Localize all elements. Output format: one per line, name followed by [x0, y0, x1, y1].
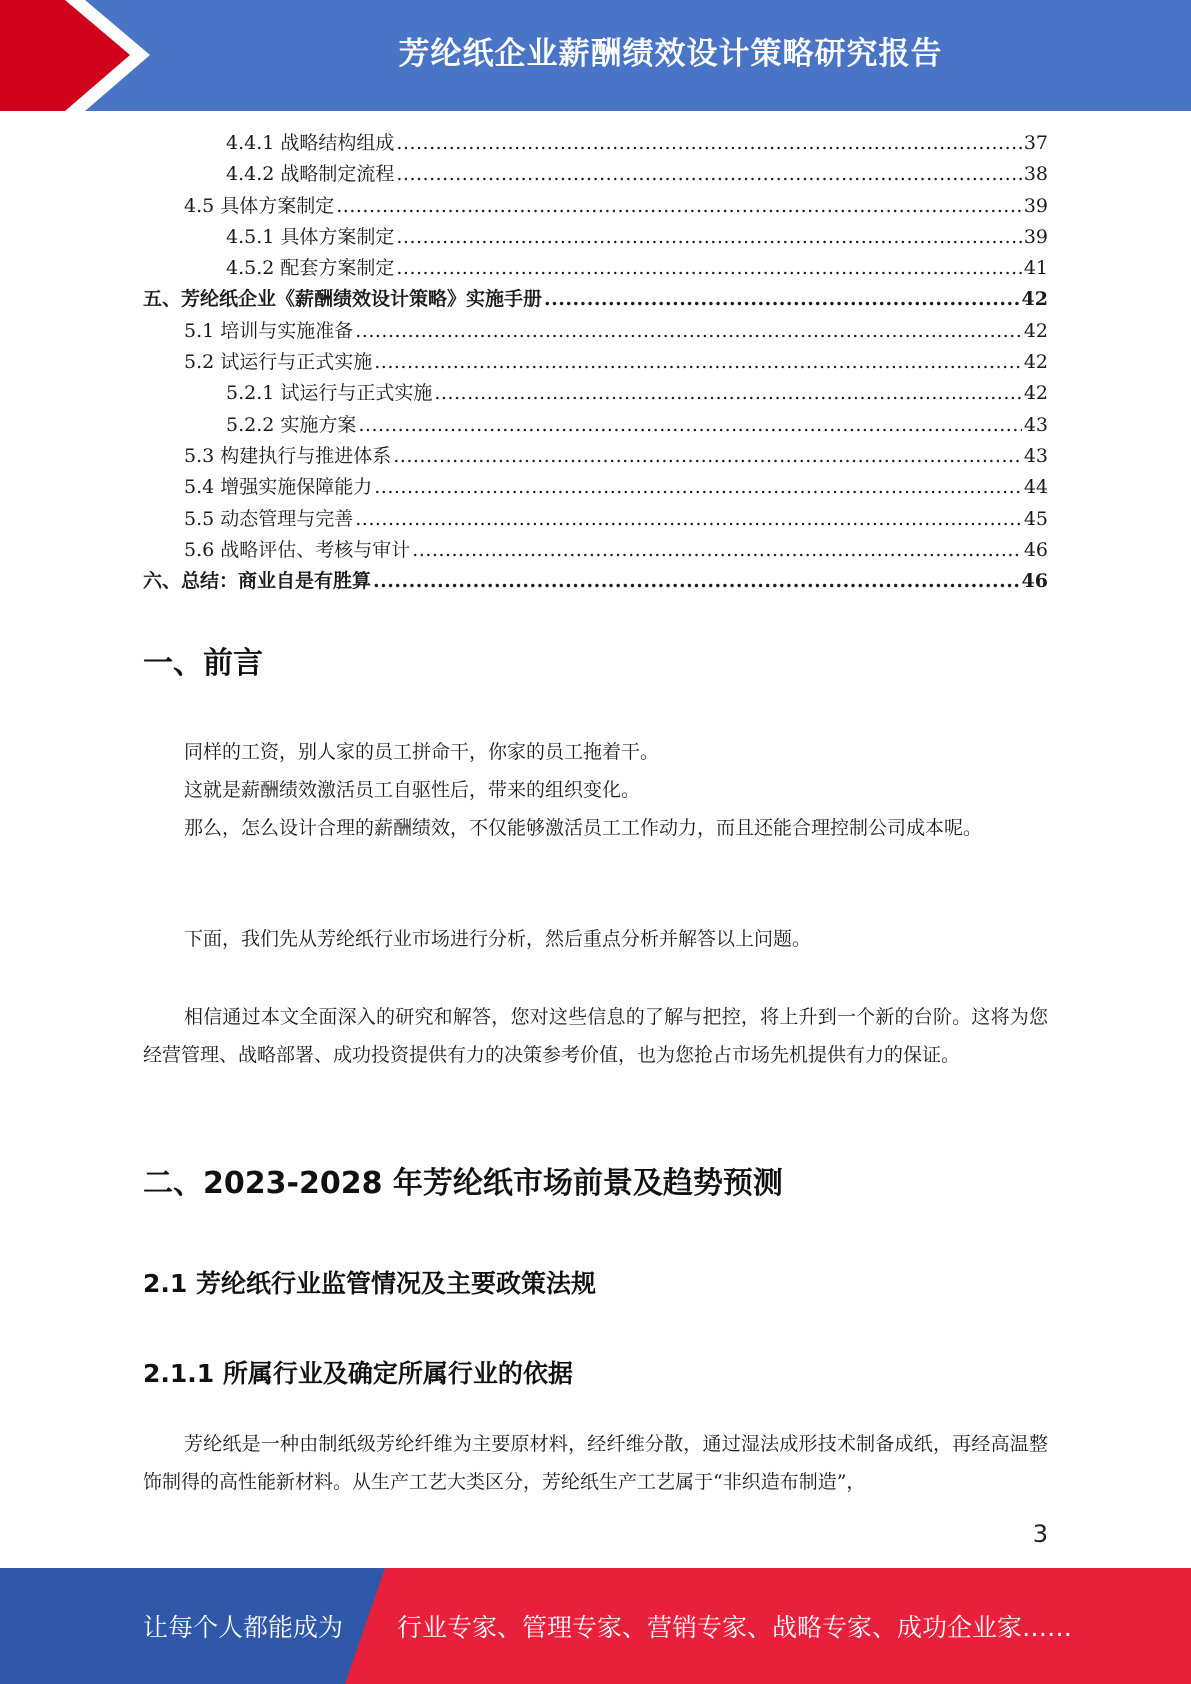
toc-entry-page: 41: [1023, 257, 1048, 280]
toc-entry-page: 42: [1023, 319, 1048, 342]
paragraph: 相信通过本文全面深入的研究和解答，您对这些信息的了解与把控，将上升到一个新的台阶。这将为您经营管理、战略部署、成功投资提供有力的决策参考价值，也为您抢占市场先机提供有力的保证。: [143, 1006, 1048, 1066]
toc-entry[interactable]: [143, 253, 1048, 284]
toc-entry[interactable]: [143, 472, 1048, 503]
toc-dot-leader: [358, 410, 1021, 441]
toc-entry[interactable]: [143, 504, 1048, 535]
toc-entry-page: 38: [1023, 163, 1048, 186]
table-of-contents: [143, 128, 1048, 597]
toc-entry[interactable]: [143, 441, 1048, 472]
section-heading-preface: 一、前言: [143, 646, 263, 681]
toc-entry-page: 42: [1023, 351, 1048, 374]
toc-entry-page: 42: [1021, 288, 1048, 311]
toc-entry-title: 5.2.1 试运行与正式实施: [226, 382, 433, 405]
toc-entry-title: 5.5 动态管理与完善: [184, 507, 354, 530]
toc-entry-page: 44: [1023, 476, 1048, 499]
toc-dot-leader: [355, 504, 1022, 535]
toc-entry-title: 六、总结：商业自是有胜算: [143, 570, 372, 593]
toc-dot-leader: [374, 347, 1022, 378]
header-title: 芳纶纸企业薪酬绩效设计策略研究报告: [398, 35, 943, 72]
toc-entry-page: 46: [1021, 570, 1048, 593]
toc-entry-title: 4.5.2 配套方案制定: [226, 257, 395, 280]
toc-entry-page: 45: [1023, 507, 1048, 530]
toc-dot-leader: [373, 566, 1020, 597]
toc-entry[interactable]: [143, 222, 1048, 253]
toc-entry-title: 5.2 试运行与正式实施: [184, 351, 373, 374]
paragraph: 那么，怎么设计合理的薪酬绩效，不仅能够激活员工工作动力，而且还能合理控制公司成本呢。: [184, 817, 983, 839]
toc-entry[interactable]: [143, 566, 1048, 597]
toc-entry-page: 39: [1023, 225, 1048, 248]
toc-dot-leader: [336, 191, 1022, 222]
toc-entry-title: 5.6 战略评估、考核与审计: [184, 538, 411, 561]
toc-dot-leader: [396, 159, 1021, 190]
toc-dot-leader: [355, 316, 1022, 347]
paragraph: 同样的工资，别人家的员工拼命干，你家的员工拖着干。: [184, 741, 660, 763]
toc-entry-page: 43: [1023, 444, 1048, 467]
toc-entry[interactable]: [143, 378, 1048, 409]
toc-entry-page: 39: [1023, 194, 1048, 217]
toc-dot-leader: [374, 472, 1022, 503]
toc-entry[interactable]: [143, 347, 1048, 378]
toc-entry-title: 5.1 培训与实施准备: [184, 319, 354, 342]
page-header: [0, 0, 1191, 111]
toc-entry[interactable]: [143, 410, 1048, 441]
subsection-heading: 2.1 芳纶纸行业监管情况及主要政策法规: [143, 1269, 596, 1298]
toc-entry[interactable]: [143, 284, 1048, 315]
subsubsection-heading: 2.1.1 所属行业及确定所属行业的依据: [143, 1359, 573, 1388]
toc-entry-title: 4.5.1 具体方案制定: [226, 225, 395, 248]
toc-entry-title: 5.3 构建执行与推进体系: [184, 444, 392, 467]
footer-slogan-right: 行业专家、管理专家、营销专家、战略专家、成功企业家……: [397, 1613, 1073, 1642]
toc-entry[interactable]: [143, 191, 1048, 222]
toc-dot-leader: [396, 128, 1021, 159]
page-number: 3: [1032, 1520, 1048, 1548]
toc-dot-leader: [393, 441, 1022, 472]
toc-entry[interactable]: [143, 316, 1048, 347]
toc-dot-leader: [544, 284, 1020, 315]
toc-dot-leader: [396, 253, 1021, 284]
toc-entry-title: 4.5 具体方案制定: [184, 194, 335, 217]
toc-dot-leader: [396, 222, 1021, 253]
toc-entry[interactable]: [143, 128, 1048, 159]
section-heading-forecast: 二、2023-2028 年芳纶纸市场前景及趋势预测: [143, 1166, 783, 1201]
toc-entry-page: 43: [1023, 413, 1048, 436]
paragraph: 下面，我们先从芳纶纸行业市场进行分析，然后重点分析并解答以上问题。: [184, 928, 812, 950]
toc-dot-leader: [434, 378, 1021, 409]
toc-entry-title: 五、芳纶纸企业《薪酬绩效设计策略》实施手册: [143, 288, 543, 311]
paragraph: 芳纶纸是一种由制纸级芳纶纤维为主要原材料，经纤维分散，通过湿法成形技术制备成纸，再经高温整饰制得的高性能新材料。从生产工艺大类区分，芳纶纸生产工艺属于“非织造布制造”，: [143, 1433, 1048, 1493]
toc-entry-page: 42: [1023, 382, 1048, 405]
toc-dot-leader: [412, 535, 1022, 566]
toc-entry-title: 4.4.2 战略制定流程: [226, 163, 395, 186]
toc-entry[interactable]: [143, 159, 1048, 190]
toc-entry-title: 4.4.1 战略结构组成: [226, 132, 395, 154]
toc-entry-page: 37: [1023, 132, 1048, 154]
page-footer: [0, 1568, 1191, 1684]
paragraph: 这就是薪酬绩效激活员工自驱性后，带来的组织变化。: [184, 779, 641, 801]
toc-entry-title: 5.2.2 实施方案: [226, 413, 357, 436]
toc-entry[interactable]: [143, 535, 1048, 566]
toc-entry-title: 5.4 增强实施保障能力: [184, 476, 373, 499]
toc-entry-page: 46: [1023, 538, 1048, 561]
footer-slogan-left: 让每个人都能成为: [143, 1613, 344, 1642]
